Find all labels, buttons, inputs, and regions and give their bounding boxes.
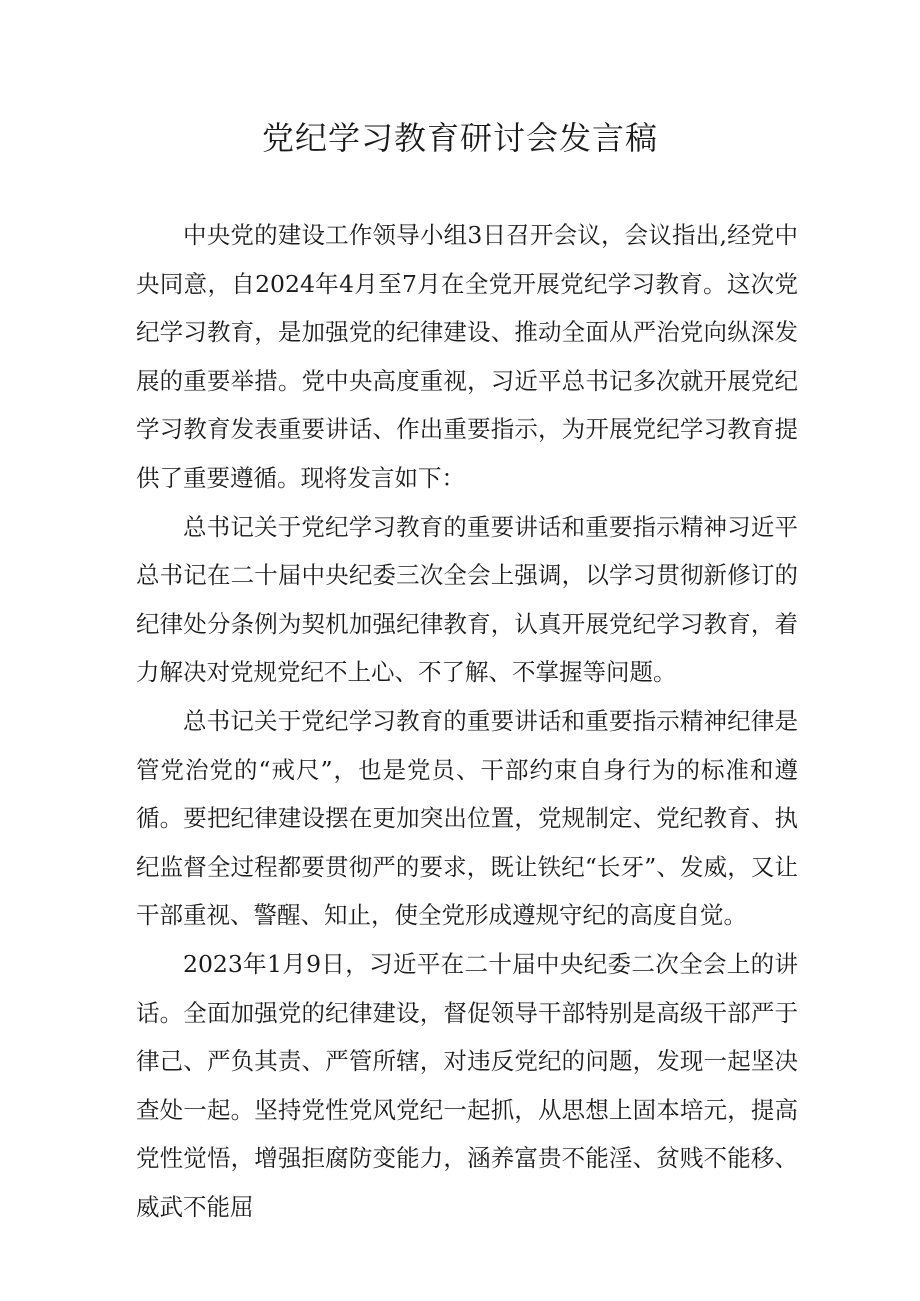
paragraph-2: 总书记关于党纪学习教育的重要讲话和重要指示精神习近平总书记在二十届中央纪委三次全会上强调，以学习贯彻新修订的纪律处分条例为契机加强纪律教育，认真开展党纪学习教育，着力解决对党规党纪不上心、不了解、不掌握等问题。	[136, 512, 798, 687]
document-title: 党纪学习教育研讨会发言稿	[261, 119, 658, 157]
paragraph-1: 中央党的建设工作领导小组3日召开会议，会议指出,经党中央同意，自2024年4月至7月在全党开展党纪学习教育。这次党纪学习教育，是加强党的纪律建设、推动全面从严治党向纵深发展的重要举措。党中央高度重视，习近平总书记多次就开展党纪学习教育发表重要讲话、作出重要指示，为开展党纪学习教育提供了重要遵循。现将发言如下：	[136, 221, 798, 492]
paragraph-4: 2023年1月9日，习近平在二十届中央纪委二次全会上的讲话。全面加强党的纪律建设，督促领导干部特别是高级干部严于律己、严负其责、严管所辖，对违反党纪的问题，发现一起坚决查处一起。坚持党性党风党纪一起抓，从思想上固本培元，提高党性觉悟，增强拒腐防变能力，涵养富贵不能淫、贫贱不能移、威武不能屈	[136, 949, 798, 1221]
paragraph-3: 总书记关于党纪学习教育的重要讲话和重要指示精神纪律是管党治党的“戒尺”，也是党员、干部约束自身行为的标准和遵循。要把纪律建设摆在更加突出位置，党规制定、党纪教育、执纪监督全过程都要贯彻严的要求，既让铁纪“长牙”、发威，又让干部重视、警醒、知止，使全党形成遵规守纪的高度自觉。	[136, 706, 798, 930]
document-body	[136, 211, 798, 1231]
